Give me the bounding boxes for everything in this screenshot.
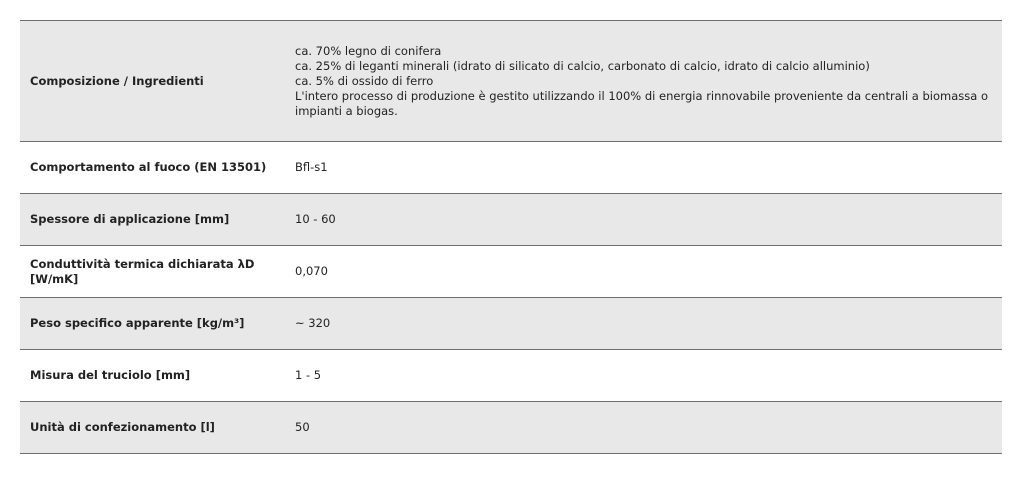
row-label: Misura del truciolo [mm] [20,350,285,402]
row-label: Comportamento al fuoco (EN 13501) [20,142,285,194]
table-row-chip-size [20,350,1002,402]
row-value: 1 - 5 [285,350,1002,402]
row-value: ~ 320 [285,298,1002,350]
table-row-thermal-conductivity [20,246,1002,298]
composition-line: ca. 25% di leganti minerali (idrato di silicato di calcio, carbonato di calcio, idrato di calcio alluminio) [295,58,870,73]
table-row-thickness [20,194,1002,246]
row-value: 10 - 60 [285,194,1002,246]
composition-line: ca. 70% legno di conifera [295,43,442,58]
row-label: Peso specifico apparente [kg/m³] [20,298,285,350]
composition-line: ca. 5% di ossido di ferro [295,73,434,88]
row-value: Bfl-s1 [285,142,1002,194]
table-row-packaging-unit [20,402,1002,454]
row-label: Spessore di applicazione [mm] [20,194,285,246]
row-value: 0,070 [285,246,1002,298]
row-value [285,21,1002,142]
spec-table [20,20,1002,454]
composition-line: L'intero processo di produzione è gestito utilizzando il 100% di energia rinnovabile proveniente da centrali a biomassa o impianti a biogas. [295,88,989,118]
row-label: Conduttività termica dichiarata λD [W/mK] [20,246,285,298]
row-label: Composizione / Ingredienti [20,21,285,142]
table-row-density [20,298,1002,350]
row-label: Unità di confezionamento [l] [20,402,285,454]
table-row-fire-behaviour [20,142,1002,194]
row-value: 50 [285,402,1002,454]
table-row-composition [20,21,1002,142]
